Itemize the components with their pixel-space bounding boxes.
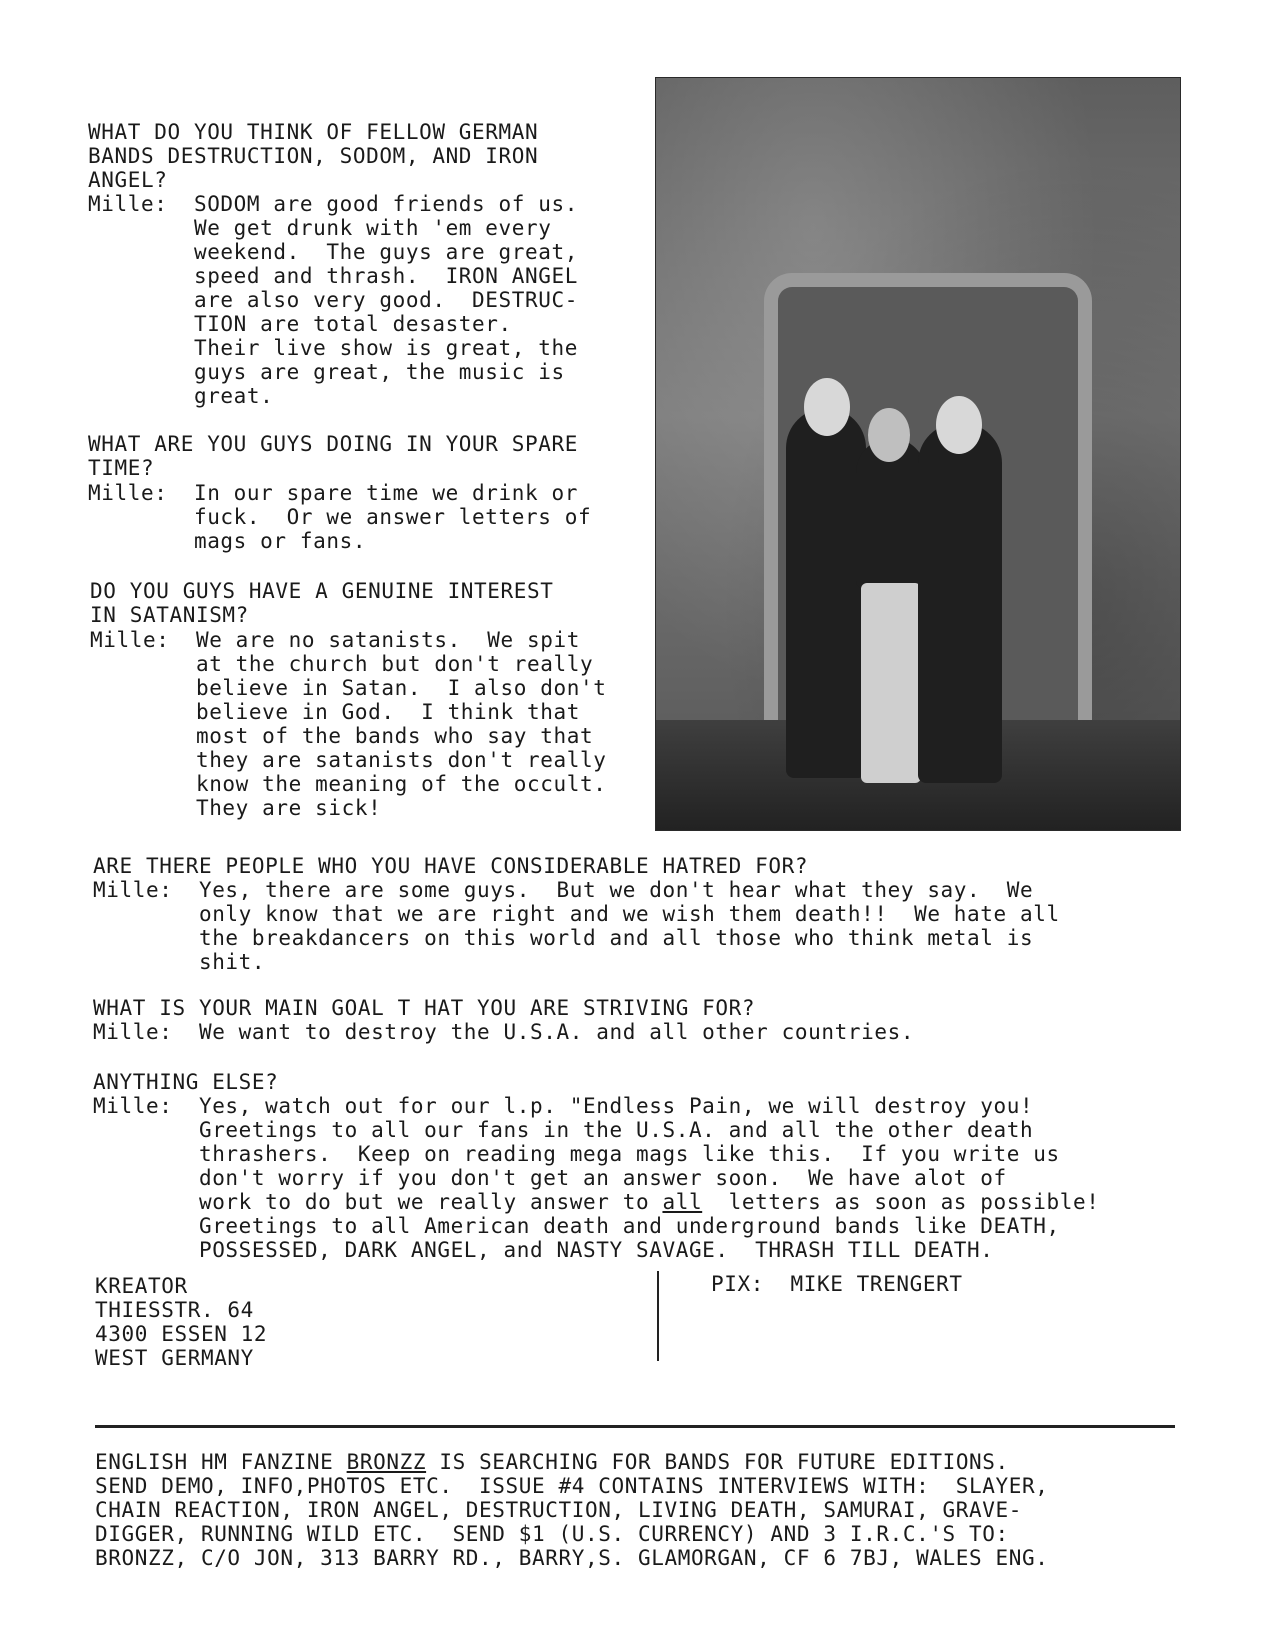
answer-line: are also very good. DESTRUC- <box>88 288 578 312</box>
answer-line: the breakdancers on this world and all those who think metal is <box>93 926 1034 950</box>
question-line: WHAT ARE YOU GUYS DOING IN YOUR SPARE <box>88 432 578 456</box>
question-line: IN SATANISM? <box>90 603 249 627</box>
answer-line: work to do but we really answer to all letters as soon as possible! <box>93 1190 1100 1214</box>
answer-line: Mille: In our spare time we drink or <box>88 481 578 505</box>
address-line: WEST GERMANY <box>95 1346 254 1370</box>
answer-line: POSSESSED, DARK ANGEL, and NASTY SAVAGE. THRASH TILL DEATH. <box>93 1238 994 1262</box>
answer-line: Their live show is great, the <box>88 336 578 360</box>
all-underlined: all <box>662 1190 703 1214</box>
ad-line: SEND DEMO, INFO,PHOTOS ETC. ISSUE #4 CONTAINS INTERVIEWS WITH: SLAYER, <box>95 1474 1049 1498</box>
answer-line: We get drunk with 'em every <box>88 216 552 240</box>
question-line: ANGEL? <box>88 168 168 192</box>
answer-line: TION are total desaster. <box>88 312 512 336</box>
answer-line: guys are great, the music is <box>88 360 565 384</box>
answer-line: mags or fans. <box>88 529 367 553</box>
bronzz-underlined: BRONZZ <box>346 1450 427 1474</box>
answer-line: Greetings to all American death and underground bands like DEATH, <box>93 1214 1060 1238</box>
question-line: TIME? <box>88 456 155 480</box>
answer-line: Mille: Yes, there are some guys. But we don't hear what they say. We <box>93 878 1034 902</box>
answer-line: Greetings to all our fans in the U.S.A. and all the other death <box>93 1118 1034 1142</box>
ad-line: DIGGER, RUNNING WILD ETC. SEND $1 (U.S. CURRENCY) AND 3 I.R.C.'S TO: <box>95 1522 1009 1546</box>
question-line: WHAT IS YOUR MAIN GOAL T HAT YOU ARE STRIVING FOR? <box>93 996 756 1020</box>
answer-line: Mille: Yes, watch out for our l.p. "Endless Pain, we will destroy you! <box>93 1094 1034 1118</box>
answer-line: speed and thrash. IRON ANGEL <box>88 264 578 288</box>
answer-line: believe in God. I think that <box>90 700 580 724</box>
answer-line: weekend. The guys are great, <box>88 240 578 264</box>
address-line: THIESSTR. 64 <box>95 1298 254 1322</box>
answer-line: they are satanists don't really <box>90 748 607 772</box>
answer-line: believe in Satan. I also don't <box>90 676 607 700</box>
answer-line: only know that we are right and we wish them death!! We hate all <box>93 902 1060 926</box>
answer-line: most of the bands who say that <box>90 724 594 748</box>
address-line: KREATOR <box>95 1274 188 1298</box>
answer-line: great. <box>88 384 274 408</box>
answer-line: They are sick! <box>90 796 382 820</box>
answer-line: Mille: We are no satanists. We spit <box>90 628 580 652</box>
ad-line: CHAIN REACTION, IRON ANGEL, DESTRUCTION, LIVING DEATH, SAMURAI, GRAVE- <box>95 1498 1023 1522</box>
column-divider <box>657 1271 659 1361</box>
answer-line: thrashers. Keep on reading mega mags like this. If you write us <box>93 1142 1060 1166</box>
answer-line: Mille: SODOM are good friends of us. <box>88 192 578 216</box>
ad-line: ENGLISH HM FANZINE BRONZZ IS SEARCHING FOR BANDS FOR FUTURE EDITIONS. <box>95 1450 1009 1474</box>
photo-credit: PIX: MIKE TRENGERT <box>711 1272 963 1296</box>
answer-line: shit. <box>93 950 266 974</box>
question-line: DO YOU GUYS HAVE A GENUINE INTEREST <box>90 579 554 603</box>
answer-line: at the church but don't really <box>90 652 594 676</box>
ad-line: BRONZZ, C/O JON, 313 BARRY RD., BARRY,S. GLAMORGAN, CF 6 7BJ, WALES ENG. <box>95 1546 1049 1570</box>
question-line: WHAT DO YOU THINK OF FELLOW GERMAN <box>88 120 539 144</box>
answer-line: fuck. Or we answer letters of <box>88 505 592 529</box>
address-line: 4300 ESSEN 12 <box>95 1322 268 1346</box>
band-photo <box>655 77 1181 831</box>
section-divider <box>95 1425 1175 1428</box>
answer-line: don't worry if you don't get an answer soon. We have alot of <box>93 1166 1007 1190</box>
question-line: BANDS DESTRUCTION, SODOM, AND IRON <box>88 144 539 168</box>
answer-line: Mille: We want to destroy the U.S.A. and all other countries. <box>93 1020 915 1044</box>
answer-line: know the meaning of the occult. <box>90 772 607 796</box>
question-line: ARE THERE PEOPLE WHO YOU HAVE CONSIDERABLE HATRED FOR? <box>93 854 809 878</box>
question-line: ANYTHING ELSE? <box>93 1070 279 1094</box>
